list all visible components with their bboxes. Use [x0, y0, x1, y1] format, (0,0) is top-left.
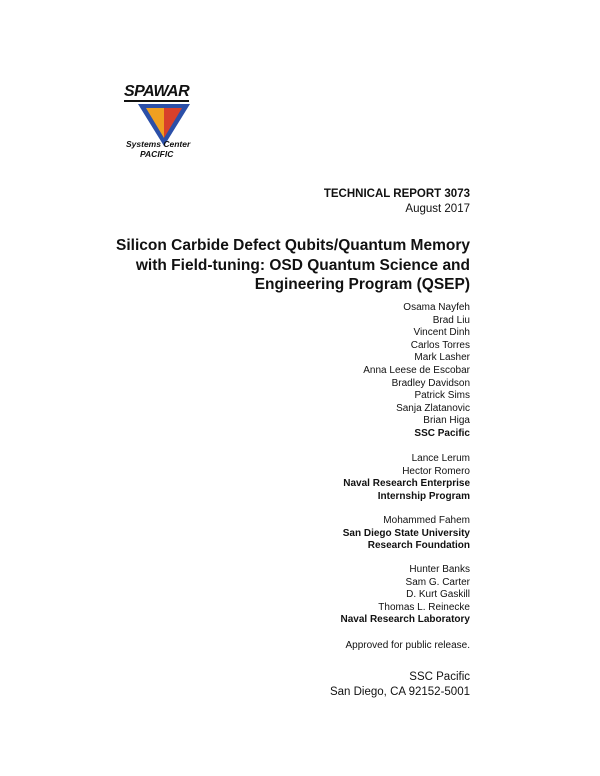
author-name: Vincent Dinh — [413, 327, 470, 339]
address-line: SSC Pacific — [409, 671, 470, 683]
author-name: Thomas L. Reinecke — [378, 601, 470, 613]
author-name: Carlos Torres — [410, 339, 470, 351]
author-name: Anna Leese de Escobar — [363, 364, 470, 376]
author-name: D. Kurt Gaskill — [406, 589, 470, 601]
report-number: TECHNICAL REPORT 3073 — [323, 188, 470, 200]
author-organization: SSC Pacific — [414, 427, 470, 439]
author-name: Mohammed Fahem — [383, 515, 470, 526]
author-organization: Naval Research Enterprise — [343, 478, 470, 490]
logo-wordmark: SPAWAR — [124, 83, 190, 100]
author-name: Sanja Zlatanovic — [396, 402, 470, 414]
address-line: San Diego, CA 92152-5001 — [329, 686, 470, 698]
author-name: Hunter Banks — [409, 564, 470, 575]
author-name: Brian Higa — [423, 415, 470, 427]
logo-caption-line1: Systems Center — [126, 139, 191, 149]
author-group-ssc — [363, 302, 470, 441]
logo-caption-line2: PACIFIC — [140, 149, 174, 159]
author-organization: Research Foundation — [367, 540, 470, 552]
author-name: Mark Lasher — [414, 352, 470, 364]
report-title — [116, 236, 470, 295]
title-line: Silicon Carbide Defect Qubits/Quantum Memory — [116, 237, 470, 254]
author-name: Brad Liu — [432, 314, 470, 326]
author-name: Hector Romero — [402, 465, 470, 477]
author-organization: San Diego State University — [342, 527, 470, 539]
author-organization: Internship Program — [377, 490, 470, 502]
publisher-address — [330, 670, 470, 700]
author-group-sdsu — [343, 515, 470, 553]
author-organization: Naval Research Laboratory — [340, 614, 470, 626]
author-name: Osama Nayfeh — [403, 302, 470, 313]
distribution-statement: Approved for public release. — [345, 640, 470, 651]
author-name: Lance Lerum — [411, 453, 470, 464]
author-group-nrep — [343, 453, 470, 503]
title-line: Engineering Program (QSEP) — [254, 276, 470, 293]
title-line: with Field-tuning: OSD Quantum Science and — [135, 256, 470, 274]
report-date: August 2017 — [405, 203, 470, 215]
author-name: Patrick Sims — [414, 390, 470, 402]
author-name: Sam G. Carter — [405, 576, 470, 588]
author-name: Bradley Davidson — [391, 377, 470, 389]
author-group-nrl — [340, 564, 470, 627]
